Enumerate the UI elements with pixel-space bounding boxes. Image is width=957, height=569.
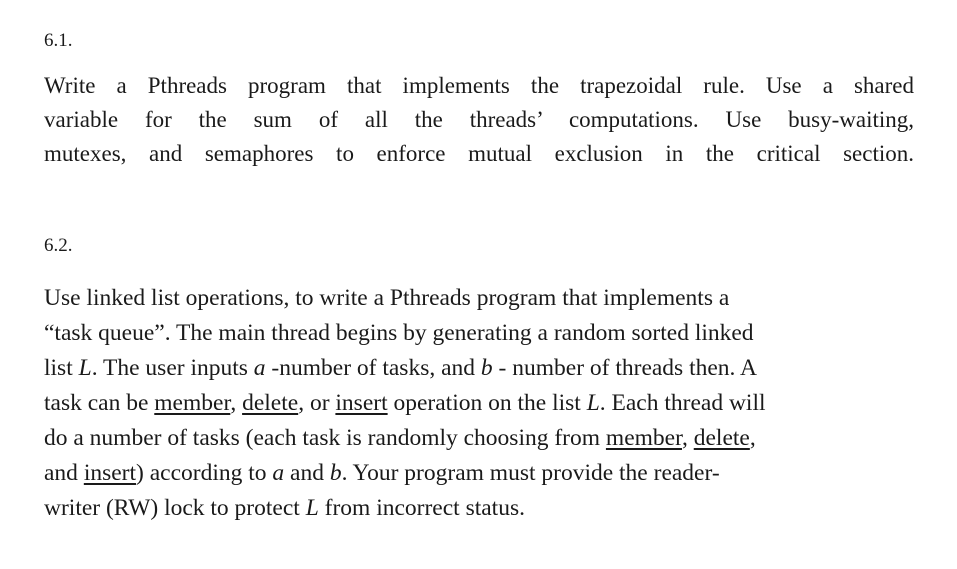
variable-L: L xyxy=(78,355,92,381)
text-line: task can be member, delete, or insert operation on the list L. Each thread will xyxy=(44,390,766,416)
section-number-6-2: 6.2. xyxy=(44,235,73,256)
underlined-delete: delete xyxy=(242,390,299,416)
section-6-1-text xyxy=(44,69,914,171)
variable-b: b xyxy=(480,355,493,381)
variable-L: L xyxy=(586,390,600,416)
text-line: and insert) according to a and b. Your program must provide the reader- xyxy=(44,460,720,486)
text-line: writer (RW) lock to protect L from incorrect status. xyxy=(44,495,525,521)
variable-L: L xyxy=(305,495,319,521)
underlined-insert: insert xyxy=(335,390,388,416)
text-line: variable for the sum of all the threads’ computations. Use busy-waiting, xyxy=(44,107,914,132)
variable-b: b xyxy=(329,460,342,486)
section-6-2-text xyxy=(44,281,924,526)
text-line: “task queue”. The main thread begins by generating a random sorted linked xyxy=(44,320,754,346)
underlined-member: member xyxy=(605,425,682,451)
underlined-member: member xyxy=(154,390,231,416)
text-line: do a number of tasks (each task is randomly choosing from member, delete, xyxy=(44,425,756,451)
variable-a: a xyxy=(272,460,285,486)
underlined-insert: insert xyxy=(83,460,137,486)
underlined-delete: delete xyxy=(693,425,750,451)
text-line: Use linked list operations, to write a Pthreads program that implements a xyxy=(44,285,730,311)
variable-a: a xyxy=(253,355,266,381)
text-line: list L. The user inputs a -number of tasks, and b - number of threads then. A xyxy=(44,355,757,381)
text-line: mutexes, and semaphores to enforce mutual exclusion in the critical section. xyxy=(44,141,914,166)
text-line: Write a Pthreads program that implements the trapezoidal rule. Use a shared xyxy=(44,73,914,98)
section-number-6-1: 6.1. xyxy=(44,30,73,51)
